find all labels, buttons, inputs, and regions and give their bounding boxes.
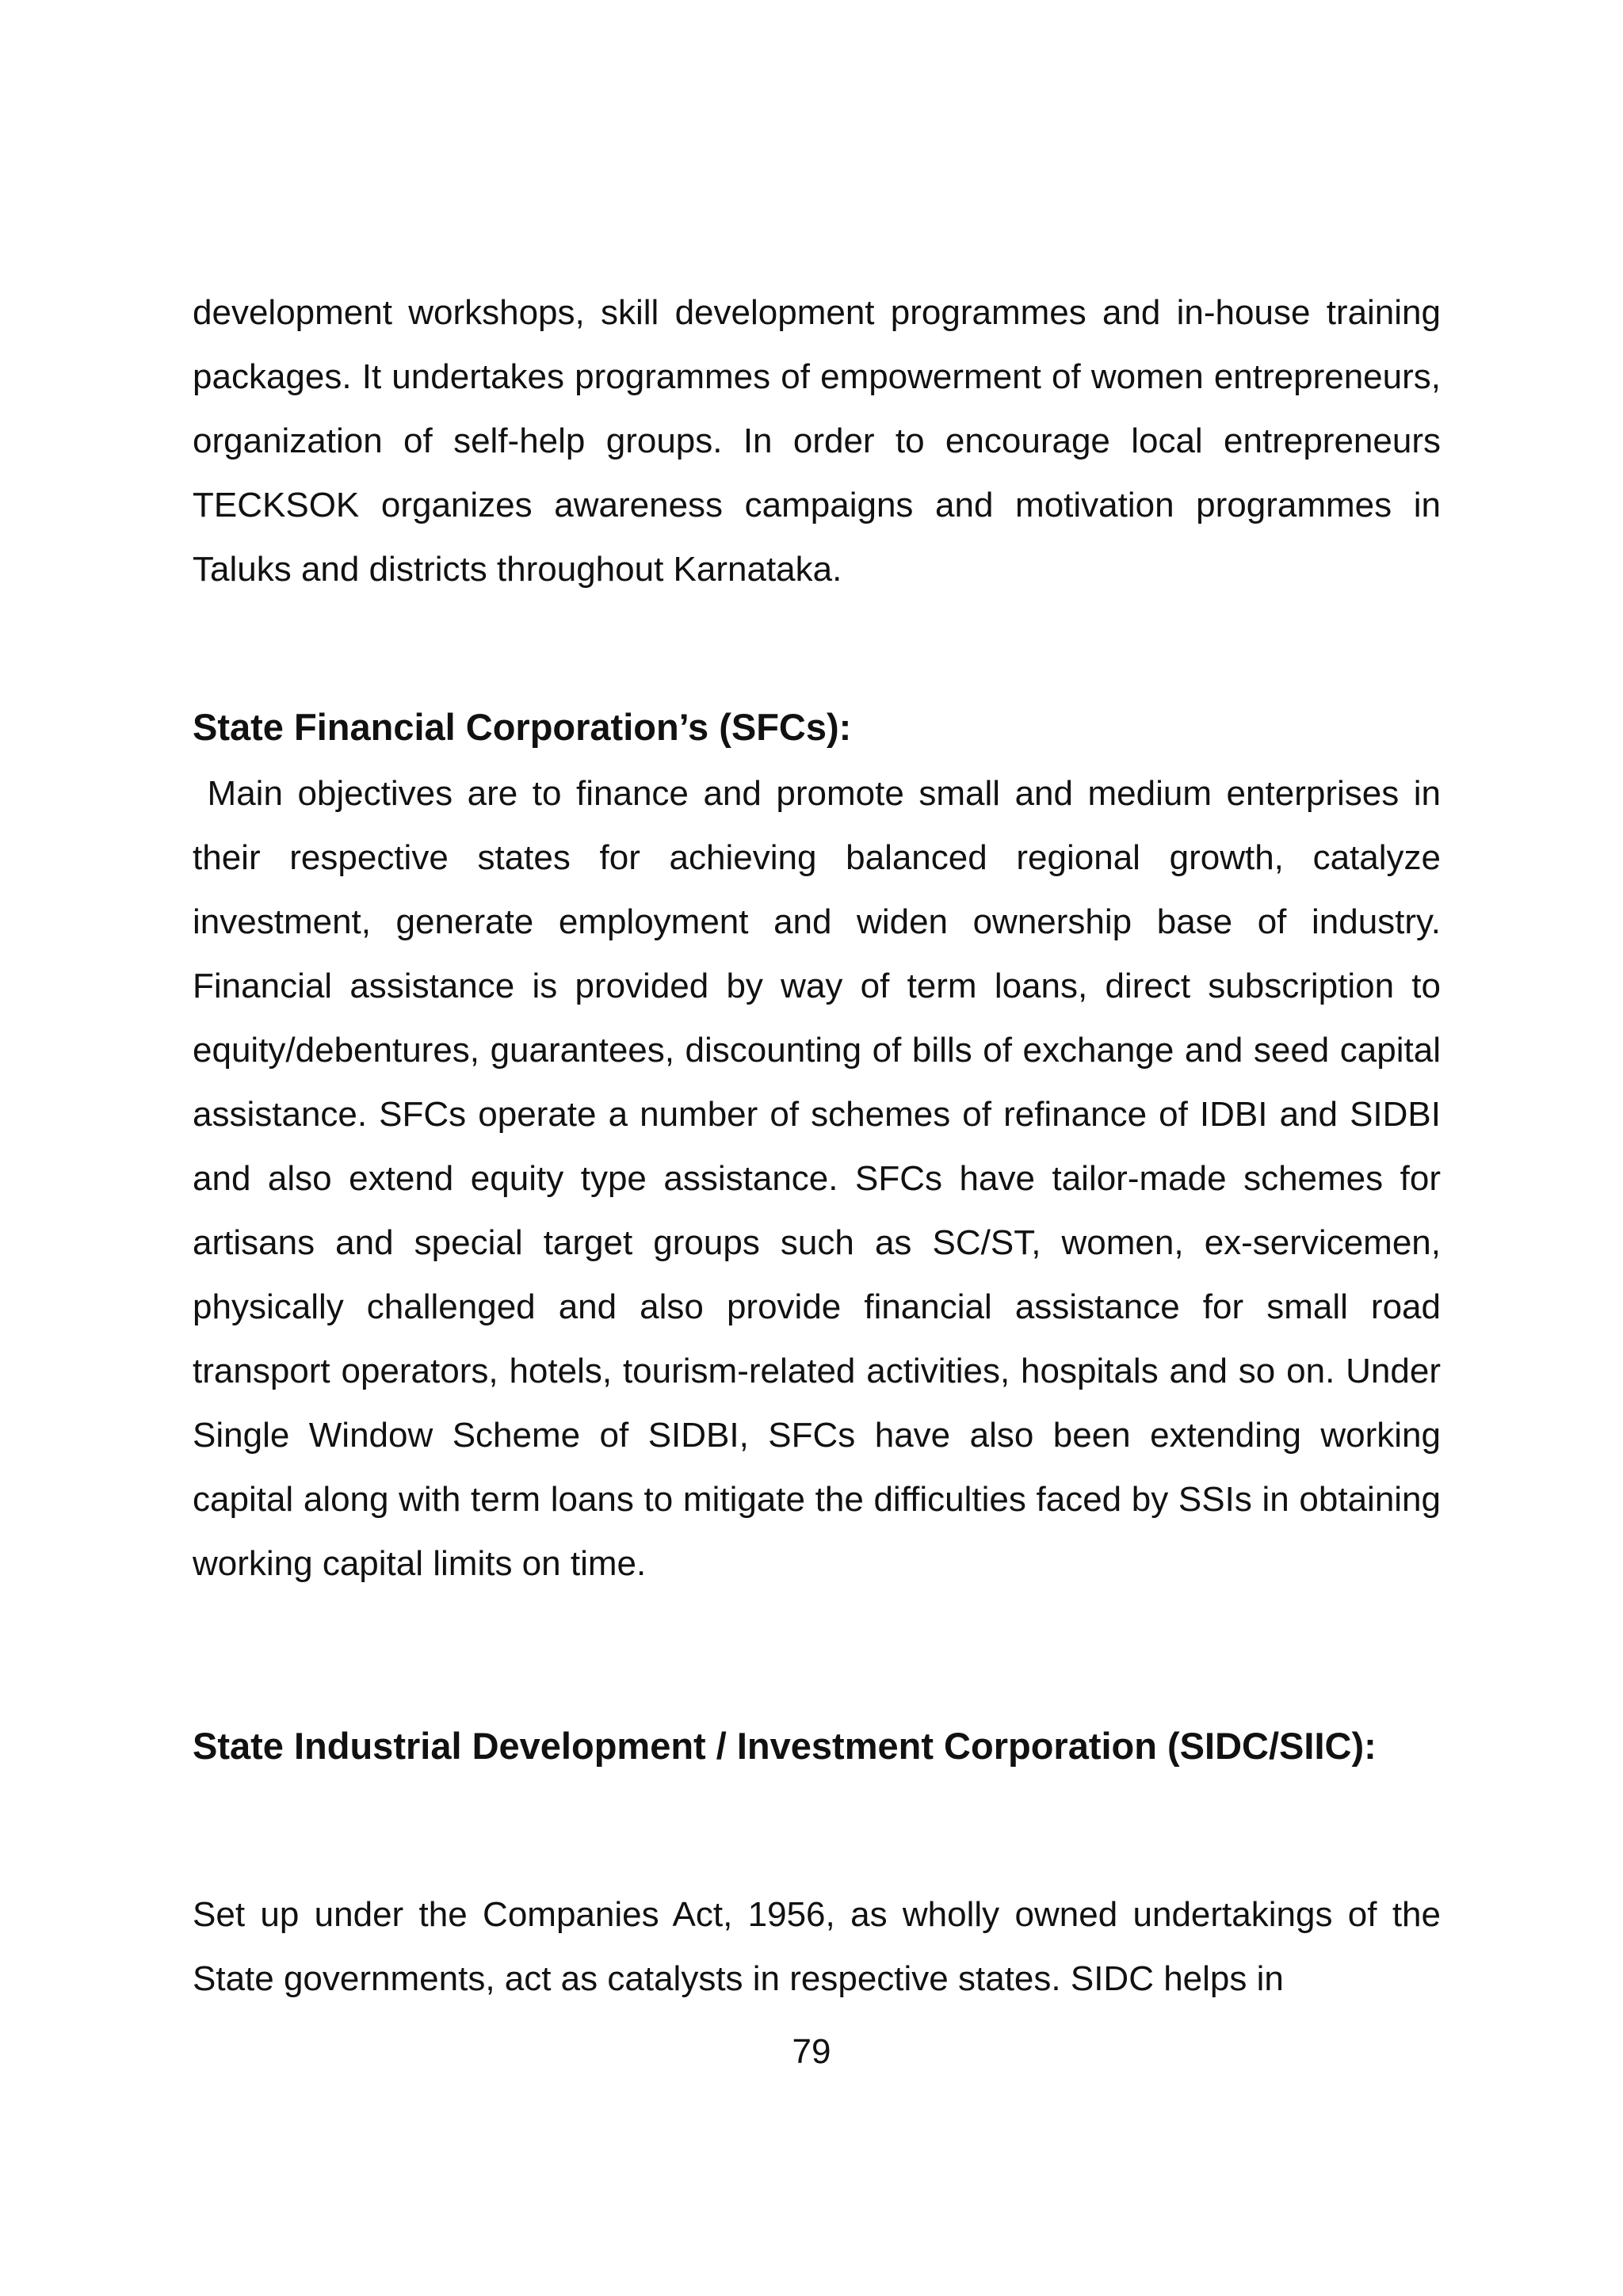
page-number: 79 [792,2032,831,2071]
paragraph-sidc: Set up under the Companies Act, 1956, as wholly owned undertakings of the State governments, act as catalysts in respective states. SIDC helps in [193,1895,1441,1998]
paragraph-sfcs: Main objectives are to finance and promote small and medium enterprises in their respective states for achieving balanced regional growth, catalyze investment, generate employment and widen ownership base of industry. Financial assistance is provided by way of term loans, direct subscription to equity/debentures, guarantees, discounting of bills of exchange and seed capital assistance. SFCs operate a number of schemes of refinance of IDBI and SIDBI and also extend equity type assistance. SFCs have tailor-made schemes for artisans and special target groups such as SC/ST, women, ex-servicemen, physically challenged and also provide financial assistance for small road transport operators, hotels, tourism-related activities, hospitals and so on. Under Single Window Scheme of SIDBI, SFCs have also been extending working capital along with term loans to mitigate the difficulties faced by SSIs in obtaining working capital limits on time. [193,774,1441,1583]
paragraph-tecksok: development workshops, skill development programmes and in-house training packages. It undertakes programmes of empowerment of women entrepreneurs, organization of self-help groups. In order to encourage local entrepreneurs TECKSOK organizes awareness campaigns and motivation programmes in Taluks and districts throughout Karnataka. [193,293,1441,589]
heading-sfcs: State Financial Corporation’s (SFCs): [193,706,852,748]
heading-sidc-siic: State Industrial Development / Investment Corporation (SIDC/SIIC): [193,1725,1377,1767]
